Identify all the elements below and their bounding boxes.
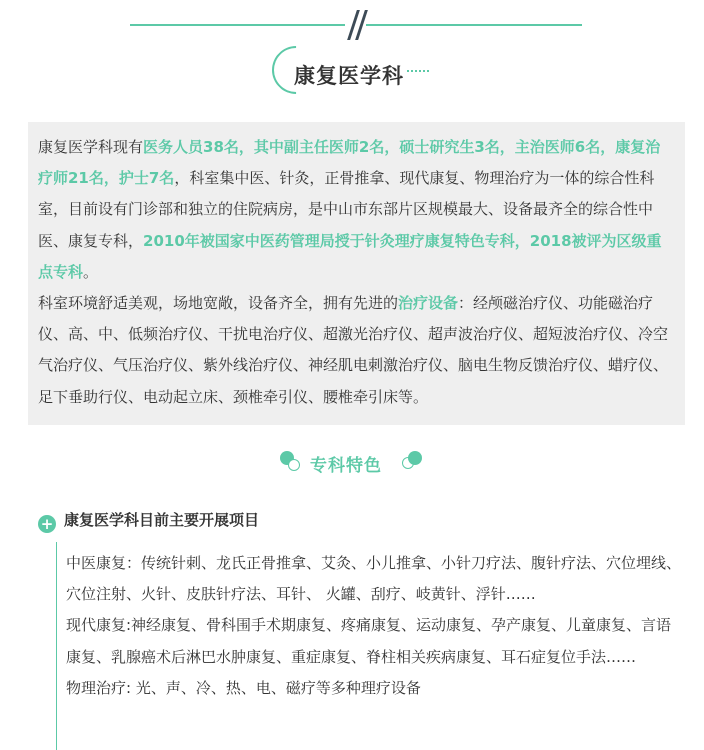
list-item: 现代康复:神经康复、骨科围手术期康复、疼痛康复、运动康复、孕产康复、儿童康复、言语康复、乳腺癌术后淋巴水肿康复、重症康复、脊柱相关疾病康复、耳石症复位手法…… — [66, 616, 672, 666]
list-item: 中医康复：传统针刺、龙氏正骨推拿、艾灸、小儿推拿、小针刀疗法、腹针疗法、穴位埋线、穴位注射、火针、皮肤针疗法、耳针、 火罐、刮疗、岐黄针、浮针…… — [66, 554, 682, 604]
top-line-left — [130, 24, 345, 26]
circle-ring-icon — [288, 459, 300, 471]
sub-heading: 康复医学科目前主要开展项目 — [64, 511, 260, 529]
list-item: 物理治疗: 光、声、冷、热、电、磁疗等多种理疗设备 — [66, 678, 421, 697]
intro-highlight: 医务人员38名，其中副主任医师2名，硕士研究生3名，主治医师6名，康复治疗师21名，护士7名 — [38, 138, 661, 188]
top-line-right — [366, 24, 582, 26]
intro-paragraph-1 — [38, 132, 675, 288]
intro-paragraph-2 — [38, 288, 675, 413]
circle-dot-icon — [408, 451, 422, 465]
intro-highlight: 2010年被国家中医药管理局授于针灸理疗康复特色专科，2018被评为区级重点专科 — [38, 231, 662, 281]
intro-highlight: 治疗设备 — [398, 294, 459, 313]
page-title-block — [272, 46, 432, 96]
section-title-block — [280, 447, 430, 477]
title-dots-decoration — [407, 70, 429, 74]
intro-text: 。 — [83, 262, 99, 281]
page-title: 康复医学科 — [294, 64, 404, 88]
project-list — [66, 548, 686, 704]
intro-text: 科室环境舒适美观，场地宽敞，设备齐全，拥有先进的 — [38, 294, 399, 313]
plus-icon: + — [38, 515, 56, 533]
list-accent-line — [56, 542, 57, 750]
intro-text: ，科室集中医、针灸，正骨推拿、现代康复、物理治疗为一体的综合性科室，目前设有门诊部和独立的住院病房，是中山市东部片区规模最大、设备最齐全的综合性中医、康复专科， — [38, 169, 655, 250]
intro-text: 康复医学科现有 — [38, 138, 144, 156]
intro-box — [28, 122, 685, 425]
intro-text: ：经颅磁治疗仪、功能磁治疗仪、高、中、低频治疗仪、干扰电治疗仪、超激光治疗仪、超声波治疗仪、超短波治疗仪、冷空气治疗仪、气压治疗仪、紫外线治疗仪、神经肌电刺激治疗仪、脑电生物反馈治疗仪、蜡疗仪、足下垂助行仪、电动起立床、颈椎牵引仪、腰椎牵引床等。 — [38, 294, 669, 406]
section-title: 专科特色 — [310, 456, 382, 476]
